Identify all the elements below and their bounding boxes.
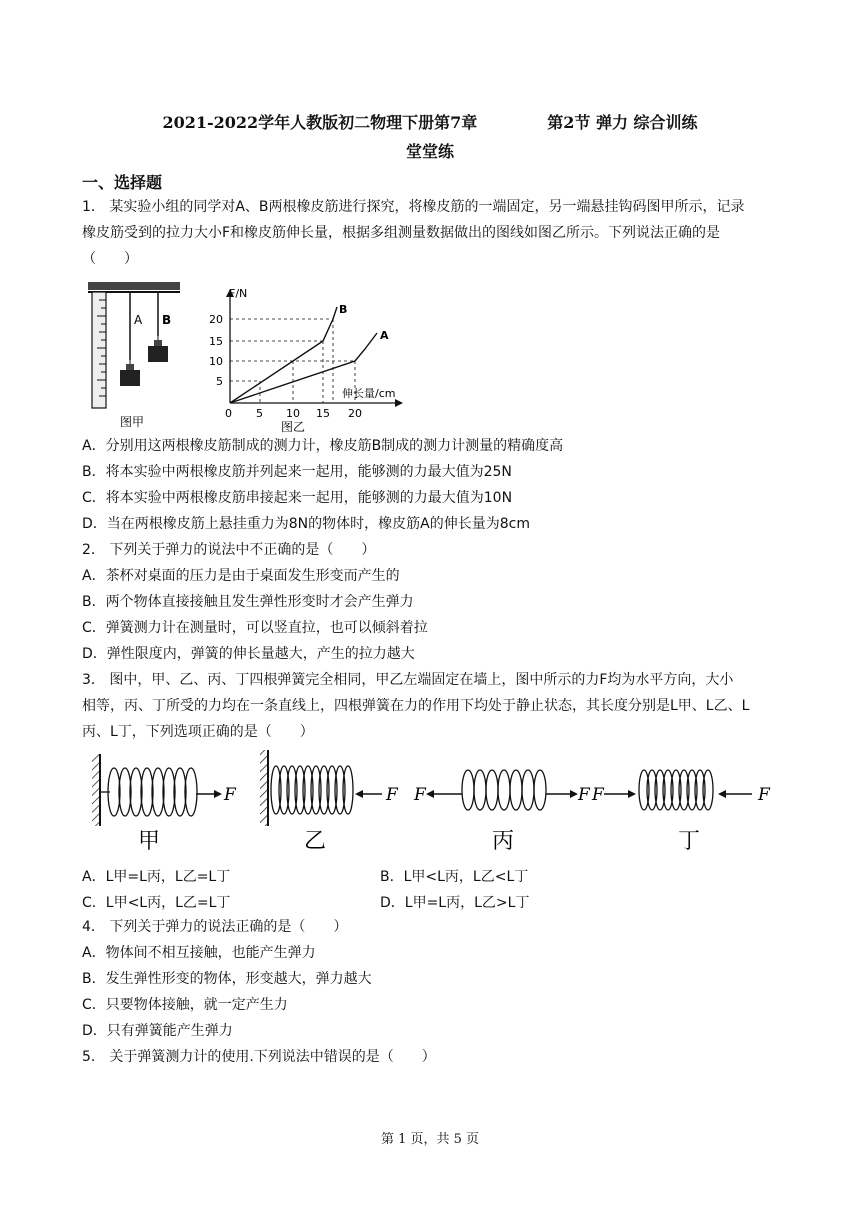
x-tick: 20 (348, 407, 362, 420)
q1-stem-line-1: 1． 某实验小组的同学对A、B两根橡皮筋进行探究，将橡皮筋的一端固定，另一端悬挂钩码图甲所示，记录 (82, 199, 745, 215)
curve-b (230, 307, 337, 403)
y-tick: 20 (209, 313, 223, 326)
q1-option-a: A．分别用这两根橡皮筋制成的测力计，橡皮筋B制成的测力计测量的精确度高 (82, 438, 564, 454)
force-label: F (414, 785, 426, 805)
curve-a-label: A (380, 329, 389, 342)
spring-label-yi: 乙 (304, 829, 327, 854)
q4-option-c: C．只要物体接触，就一定产生力 (82, 997, 288, 1013)
force-label: F (386, 785, 398, 805)
q1-option-d: D．当在两根橡皮筋上悬挂重力为8N的物体时，橡皮筋A的伸长量为8cm (82, 516, 530, 532)
q3-option-a: A．L甲=L丙，L乙=L丁 (82, 869, 231, 885)
q2-option-a: A．茶杯对桌面的压力是由于桌面发生形变而产生的 (82, 568, 400, 584)
q3-stem-line-3: 丙、L丁，下列选项正确的是（ ） (82, 724, 314, 740)
band-b-label: B (162, 313, 172, 327)
q1-stem-line-3: （ ） (82, 251, 138, 267)
wall-jia (92, 754, 100, 826)
q1-option-b: B．将本实验中两根橡皮筋并列起来一起用，能够测的力最大值为25N (82, 464, 512, 480)
q1-stem-line-2: 橡皮筋受到的拉力大小F和橡皮筋伸长量，根据多组测量数据做出的图线如图乙所示。下列说法正确的是 (82, 225, 721, 241)
weight-a (120, 370, 140, 386)
y-axis-label: F/N (229, 287, 248, 300)
title-part-1: 2021-2022学年人教版初二物理下册第7章 (162, 113, 478, 132)
q3-stem-line-1: 3． 图中，甲、乙、丙、丁四根弹簧完全相同，甲乙左端固定在墙上，图中所示的力F均为水平方向，大小 (82, 672, 734, 688)
q2-option-c: C．弹簧测力计在测量时，可以竖直拉，也可以倾斜着拉 (82, 620, 428, 636)
weight-b (148, 346, 168, 362)
q3-option-b: B．L甲<L丙，L乙<L丁 (380, 869, 529, 885)
wall-yi (260, 750, 268, 826)
spring-yi (271, 766, 353, 814)
ceiling-bar (88, 282, 180, 290)
q4-stem: 4． 下列关于弹力的说法正确的是（ ） (82, 919, 348, 935)
spring-jia (100, 768, 197, 816)
spring-label-bing: 丙 (492, 829, 515, 854)
title-part-2: 第2节 弹力 综合训练 (547, 113, 698, 132)
force-label: F (758, 785, 770, 805)
force-label: F (578, 785, 590, 805)
spring-label-ding: 丁 (678, 829, 701, 854)
q5-stem: 5． 关于弹簧测力计的使用.下列说法中错误的是（ ） (82, 1049, 436, 1065)
springs-figure (88, 748, 788, 858)
curve-b-label: B (339, 303, 348, 316)
ruler (92, 292, 106, 408)
y-tick: 5 (216, 375, 223, 388)
force-label: F (592, 785, 604, 805)
spring-bing (462, 770, 546, 810)
document-title (0, 110, 860, 133)
figure-jia (86, 280, 198, 430)
x-tick: 15 (316, 407, 330, 420)
spring-ding (639, 770, 713, 810)
band-a-label: A (134, 313, 143, 327)
x-tick: 0 (225, 407, 232, 420)
q3-stem-line-2: 相等，丙、丁所受的力均在一条直线上，四根弹簧在力的作用下均处于静止状态，其长度分别是L甲、L乙、L (82, 698, 750, 714)
q4-option-d: D．只有弹簧能产生弹力 (82, 1023, 233, 1039)
x-tick: 5 (256, 407, 263, 420)
figure-jia-caption: 图甲 (120, 415, 145, 429)
q1-option-c: C．将本实验中两根橡皮筋串接起来一起用，能够测的力最大值为10N (82, 490, 513, 506)
q3-option-c: C．L甲<L丙，L乙=L丁 (82, 895, 231, 911)
x-tick: 10 (286, 407, 300, 420)
figure-yi-graph (205, 285, 405, 433)
q2-option-b: B．两个物体直接接触且发生弹性形变时才会产生弹力 (82, 594, 414, 610)
q4-option-b: B．发生弹性形变的物体，形变越大，弹力越大 (82, 971, 372, 987)
q3-option-d: D．L甲=L丙，L乙>L丁 (380, 895, 530, 911)
x-axis-label: 伸长量/cm (342, 387, 396, 400)
section-heading: 一、选择题 (82, 173, 163, 192)
figure-yi-caption: 图乙 (281, 420, 306, 433)
q4-option-a: A．物体间不相互接触，也能产生弹力 (82, 945, 316, 961)
document-subtitle: 堂堂练 (405, 142, 454, 161)
spring-label-jia: 甲 (138, 829, 161, 854)
y-tick: 10 (209, 355, 223, 368)
q2-stem: 2． 下列关于弹力的说法中不正确的是（ ） (82, 542, 376, 558)
y-tick: 15 (209, 335, 223, 348)
force-label: F (224, 785, 236, 805)
page-footer: 第 1 页，共 5 页 (380, 1132, 480, 1147)
q2-option-d: D．弹性限度内，弹簧的伸长量越大，产生的拉力越大 (82, 646, 415, 662)
